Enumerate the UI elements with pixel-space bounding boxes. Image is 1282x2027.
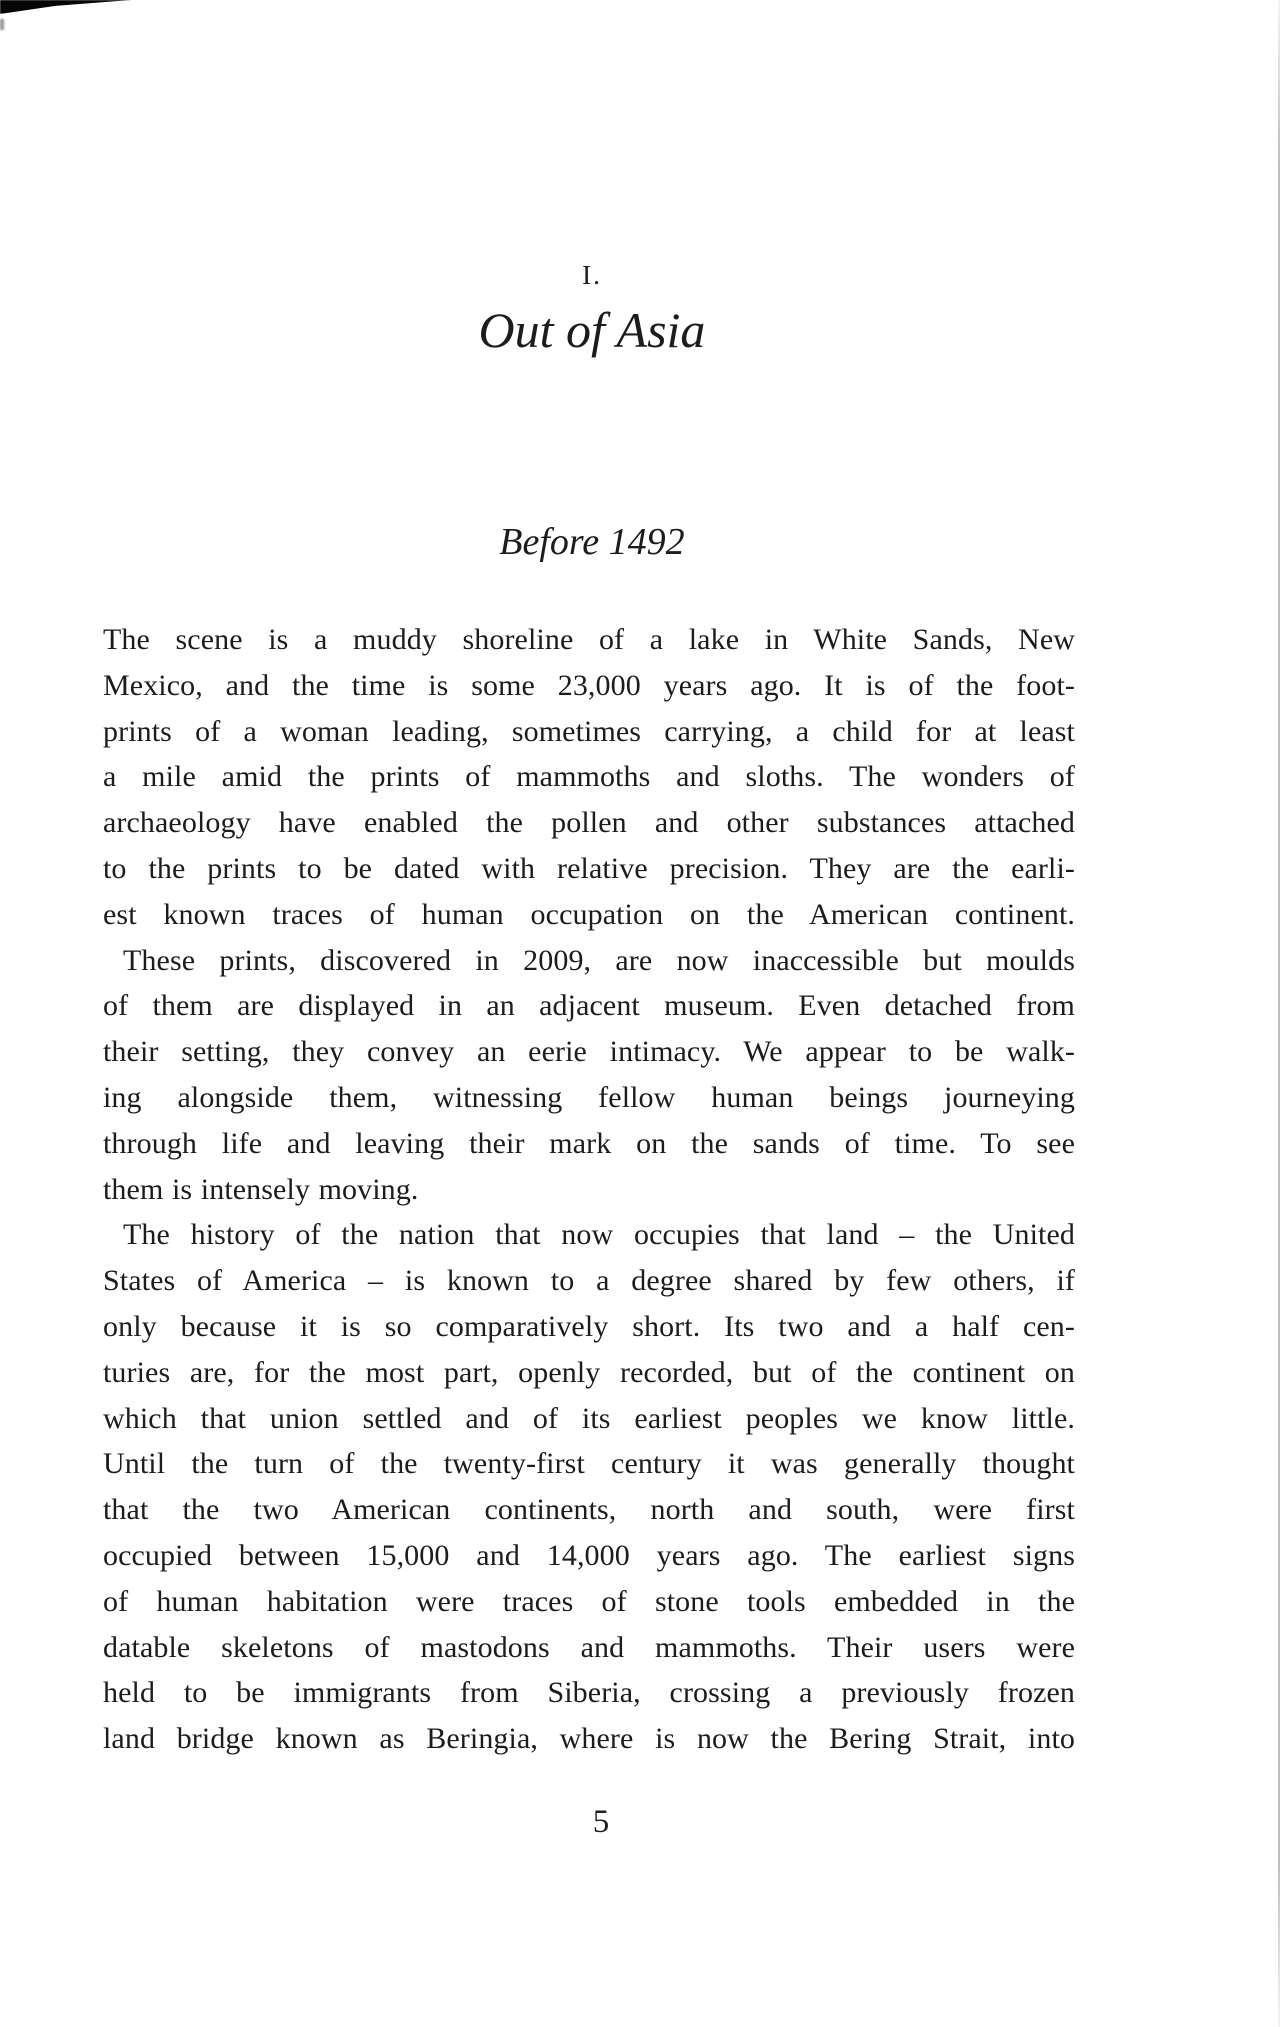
body-line: through life and leaving their mark on the sands of time. To see (103, 1126, 1075, 1160)
body-line: land bridge known as Beringia, where is now the Bering Strait, into (103, 1722, 1075, 1756)
body-line: occupied between 15,000 and 14,000 years ago. The earliest signs (103, 1538, 1075, 1572)
body-line: only because it is so comparatively short. Its two and a half cen- (103, 1309, 1075, 1343)
body-line: held to be immigrants from Siberia, crossing a previously frozen (103, 1676, 1075, 1710)
body-line: archaeology have enabled the pollen and other substances attached (103, 806, 1075, 840)
chapter-number: I. (582, 260, 602, 290)
body-line: Mexico, and the time is some 23,000 years ago. It is of the foot- (103, 668, 1075, 702)
body-line: turies are, for the most part, openly recorded, but of the continent on (103, 1355, 1075, 1389)
body-line: a mile amid the prints of mammoths and sloths. The wonders of (103, 760, 1075, 794)
body-line: which that union settled and of its earliest peoples we know little. (103, 1401, 1075, 1435)
body-line: them is intensely moving. (103, 1172, 419, 1206)
body-line: ing alongside them, witnessing fellow human beings journeying (103, 1080, 1075, 1114)
body-line: States of America – is known to a degree shared by few others, if (103, 1264, 1075, 1298)
body-line: of human habitation were traces of stone tools embedded in the (103, 1584, 1075, 1618)
body-line: prints of a woman leading, sometimes carrying, a child for at least (103, 714, 1075, 748)
page-edge-shadow (1278, 0, 1280, 2027)
scan-speck-left-edge (0, 19, 4, 30)
scan-artifact-top-left (0, 0, 132, 14)
body-line: est known traces of human occupation on the American continent. (103, 897, 1075, 931)
body-line: These prints, discovered in 2009, are now inaccessible but moulds (123, 943, 1075, 977)
section-title: Before 1492 (499, 521, 685, 563)
body-text (103, 617, 1075, 1762)
body-line: that the two American continents, north and south, were first (103, 1493, 1075, 1527)
page-number: 5 (592, 1804, 610, 1840)
body-line: their setting, they convey an eerie intimacy. We appear to be walk- (103, 1035, 1075, 1069)
body-line: Until the turn of the twenty-first century it was generally thought (103, 1447, 1075, 1481)
body-line: to the prints to be dated with relative precision. They are the earli- (103, 851, 1075, 885)
body-line: datable skeletons of mastodons and mammoths. Their users were (103, 1630, 1075, 1664)
body-line: The history of the nation that now occupies that land – the United (123, 1218, 1075, 1252)
body-line: of them are displayed in an adjacent museum. Even detached from (103, 989, 1075, 1023)
body-line: The scene is a muddy shoreline of a lake in White Sands, New (103, 623, 1075, 656)
chapter-title: Out of Asia (478, 302, 706, 358)
